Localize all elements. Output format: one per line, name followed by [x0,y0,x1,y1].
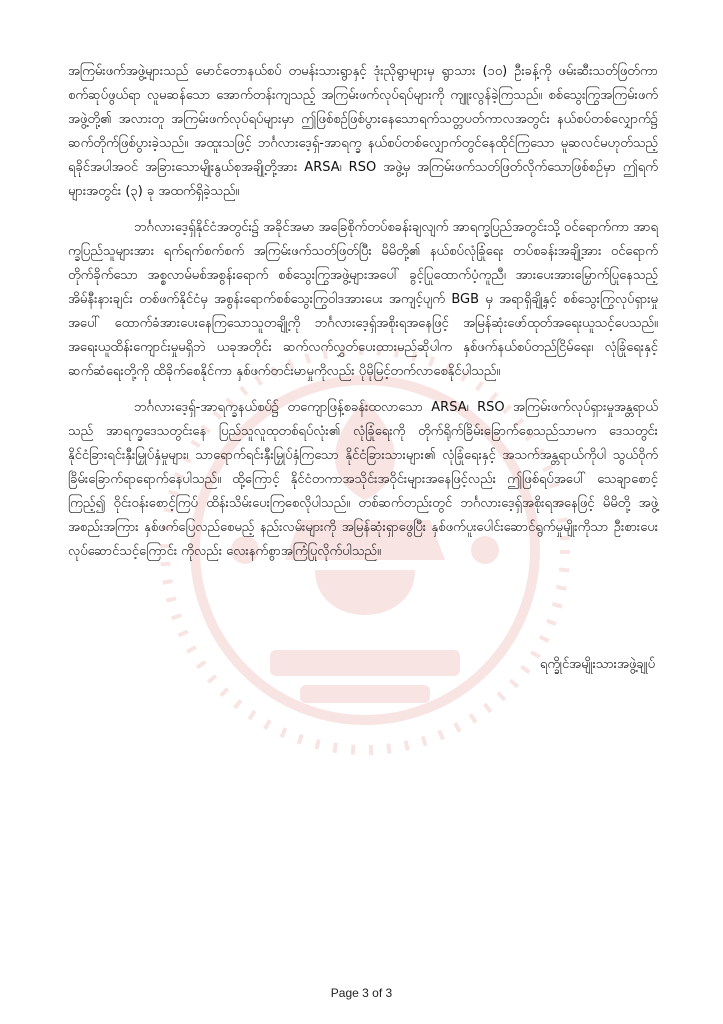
paragraph-1: အကြမ်းဖက်အဖွဲ့များသည် မောင်တောနယ်စပ် တမန်းသားရွာနှင့် ဒုံးညိုရွာများမှ ရွာသား (၁၀) ဦးခန့်ကို ဖမ်းဆီးသတ်ဖြတ်ကာ စက်ဆုပ်ဖွယ်ရာ လူမဆန်သော အောက်တန်းကျသည့် အကြမ်းဖက်လုပ်ရပ်များကို ကျူးလွန်ခဲ့ကြသည်။ စစ်သွေးကြွအကြမ်းဖက်အဖွဲ့တို့၏ အလားတူ အကြမ်းဖက်လုပ်ရပ်များမှာ ဤဖြစ်စဉ်ဖြစ်ပွားနေသောရက်သတ္တပတ်ကာလအတွင်း နယ်စပ်တစ်လျှောက်၌ ဆက်တိုက်ဖြစ်ပွားခဲ့သည်။ အထူးသဖြင့် ဘင်္ဂလားဒေ့ရှ်-အာရက္ခ နယ်စပ်တစ်လျှောက်တွင်နေထိုင်ကြသော မူဆလင်မဟုတ်သည့် ရခိုင်အပါအဝင် အခြားသောမျိုးနွယ်စုအချို့တို့အား ARSA၊ RSO အဖွဲ့မှ အကြမ်းဖက်သတ်ဖြတ်လိုက်သောဖြစ်စဉ်မှာ ဤရက်များအတွင်း (၃) ခု အထက်ရှိခဲ့သည်။ [68,64,658,199]
paragraph-2: ဘင်္ဂလားဒေ့ရှ်နိုင်ငံအတွင်း၌ အခိုင်အမာ အခြေစိုက်တပ်စခန်းချလျက် အာရက္ခပြည်အတွင်းသို့ ဝင်ရောက်ကာ အာရက္ခပြည်သူများအား ရက်ရက်စက်စက် အကြမ်းဖက်သတ်ဖြတ်ပြီး မိမိတို့၏ နယ်စပ်လုံခြုံရေး တပ်စခန်းအချို့အား ဝင်ရောက်တိုက်ခိုက်သော အစ္စလာမ်မစ်အစွန်းရောက် စစ်သွေးကြွအဖွဲ့များအပေါ် ခွင့်ပြုထောက်ပံ့ကူညီ၊ အားပေးအားမြှောက်ပြုနေသည့် အိမ်နီးနားချင်း တစ်ဖက်နိုင်ငံမှ အစွန်းရောက်စစ်သွေးကြွဝါဒအားပေး အကျင့်ပျက် BGB မှ အရာရှိချို့နှင့် စစ်သွေးကြွလုပ်ရှားမှုအပေါ် ထောက်ခံအားပေးနေကြသောသူတချို့ကို ဘင်္ဂလားဒေ့ရှ်အစိုးရအနေဖြင့် အမြန်ဆုံးဖော်ထုတ်အရေးယူသင့်ပေသည်။ အရေးယူထိန်းကျောင်းမှုမရှိဘဲ ယခုအတိုင်း ဆက်လက်လွှတ်ပေးထားမည်ဆိုပါက နှစ်ဖက်နယ်စပ်တည်ငြိမ်ရေး၊ လုံခြုံရေးနှင့် ဆက်ဆံရေးတို့ကို ထိခိုက်စေနိုင်ကာ နှစ်ဖက်တင်းမာမှုကိုလည်း ပိုမိုမြင့်တက်လာစေနိုင်ပါသည်။ [68,220,658,379]
page-number: Page 3 of 3 [330,986,393,1000]
signature-organization: ရက္ခိုင်အမျိုးသားအဖွဲ့ချုပ် [539,657,655,672]
paragraph-3: ဘင်္ဂလားဒေ့ရှ်-အာရက္ခနယ်စပ်၌ တကျောဖြန့်စခန်းထလာသော ARSA၊ RSO အကြမ်းဖက်လုပ်ရှားမှုအန္တရာယ်သည် အာရက္ခဒေသတွင်းနေ ပြည်သူလူထုတစ်ရပ်လုံး၏ လုံခြုံရေးကို တိုက်ရိုက်ခြိမ်းခြောက်စေသည်သာမက ဒေသတွင်း နိုင်ငံခြားရင်းနှီးမြှုပ်နှံမှုများ၊ သာရောက်ရင်းနှီးမြှုပ်နှံကြသော နိုင်ငံခြားသားများ၏ လုံခြုံရေးနှင့် အသက်အန္တရာယ်ကိုပါ သွယ်ဝိုက်ခြိမ်းခြောက်ရာရောက်နေပါသည်။ ထို့ကြောင့် နိုင်ငံတကာအသိုင်းအဝိုင်းများအနေဖြင့်လည်း ဤဖြစ်ရပ်အပေါ် သေချာစောင့်ကြည့်၍ ဝိုင်းဝန်းစောင့်ကြပ် ထိန်းသိမ်းပေးကြစေလိုပါသည်။ တစ်ဆက်တည်းတွင် ဘင်္ဂလားဒေ့ရှ်အစိုးရအနေဖြင့် မိမိတို့ အဖွဲ့အစည်းအကြား နှစ်ဖက်ပြေလည်စေမည့် နည်းလမ်းများကို အမြန်ဆုံးရှာဖွေပြီး နှစ်ဖက်ပူးပေါင်းဆောင်ရွက်မှုမျိုးကိုသာ ဦးစားပေးလုပ်ဆောင်သင့်ကြောင်း ကိုလည်း လေးနက်စွာအကြံပြုလိုက်ပါသည်။ [68,400,658,559]
letter-body [68,60,658,576]
